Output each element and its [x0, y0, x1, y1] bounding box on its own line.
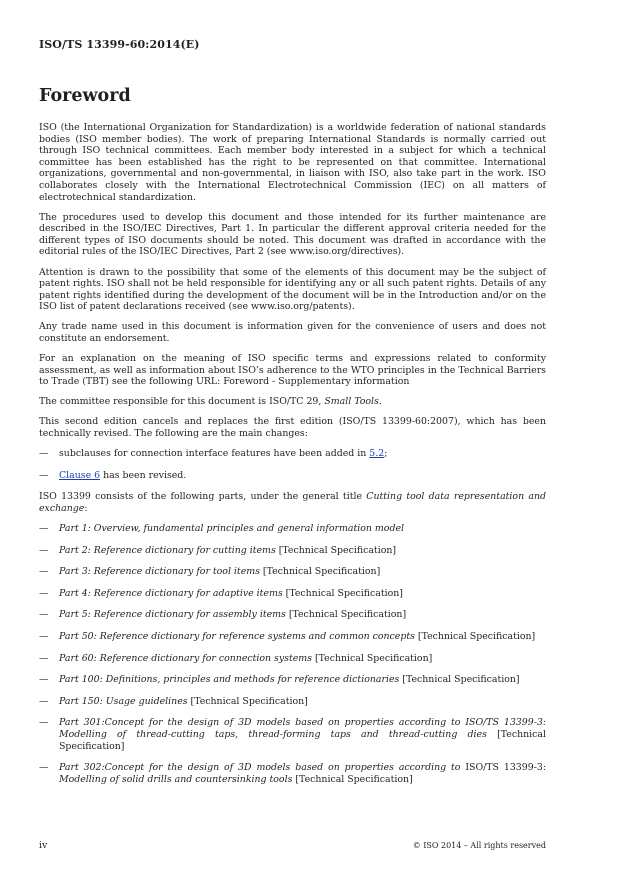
clause-6-link[interactable]: Clause 6 [59, 469, 101, 481]
paragraph-trade-name: Any trade name used in this document is information given for the convenience of users and does not constitute an endorsement. [39, 321, 546, 344]
list-dash: — [39, 469, 49, 481]
paragraph-patents: Attention is drawn to the possibility that some of the elements of this document may be the subject of patent rights. ISO shall not be held responsible for identifying any or all such patent rights. Details of any patent rights identified during the development of the document will be in the Introduction and/or on the ISO list of patent declarations received (see www.iso.org/patents). [39, 266, 546, 313]
paragraph-iso-intro: ISO (the International Organization for Standardization) is a worldwide federation of national standards bodies (ISO member bodies). The work of preparing International Standards is normally carried out through ISO technical committees. Each member body interested in a subject for which a technical committee has been established has the right to be represented on that committee. International organizations, governmental and non-governmental, in liaison with ISO, also take part in the work. ISO collaborates closely with the International Electrotechnical Commission (IEC) on all matters of electrotechnical standardization. [39, 122, 546, 203]
part-item: — Part 3: Reference dictionary for tool items [Technical Specification] [39, 566, 381, 578]
part-item: — Part 60: Reference dictionary for connection systems [Technical Specification] [39, 652, 433, 664]
page-number: iv [39, 840, 48, 851]
paragraph-edition: This second edition cancels and replaces the first edition (ISO/TS 13399-60:2007), which has been technically revised. The following are the main changes: [39, 416, 546, 440]
page-title: Foreword [39, 86, 131, 106]
paragraph-committee: The committee responsible for this document is ISO/TC 29, Small Tools. [39, 396, 382, 408]
copyright-notice: © ISO 2014 – All rights reserved [412, 841, 546, 850]
part-item: — Part 2: Reference dictionary for cutting items [Technical Specification] [39, 544, 397, 556]
foreword-body [39, 122, 546, 795]
document-id: ISO/TS 13399-60:2014(E) [39, 38, 200, 51]
paragraph-parts-intro: ISO 13399 consists of the following parts, under the general title Cutting tool data representation and exchange: [39, 491, 546, 514]
part-item: — Part 4: Reference dictionary for adaptive items [Technical Specification] [39, 587, 403, 599]
paragraph-conformity: For an explanation on the meaning of ISO specific terms and expressions related to conformity assessment, as well as information about ISO’s adherence to the WTO principles in the Technical Barriers to Trade (TBT) see the following URL: Foreword - Supplementary information [39, 353, 546, 388]
part-item: — Part 301:Concept for the design of 3D models based on properties according to ISO/TS 13399-3: Modelling of thread-cutting taps, thread-forming taps and thread-cutting dies [Technical Specification] [39, 717, 546, 752]
part-item: — Part 100: Definitions, principles and methods for reference dictionaries [Technical Specification] [39, 674, 520, 686]
part-item: — Part 1: Overview, fundamental principles and general information model [39, 523, 405, 535]
paragraph-procedures: The procedures used to develop this document and those intended for its further maintenance are described in the ISO/IEC Directives, Part 1. In particular the different approval criteria needed for the different types of ISO documents should be noted. This document was drafted in accordance with the editorial rules of the ISO/IEC Directives, Part 2 (see www.iso.org/directives). [39, 211, 546, 258]
change-item: — Clause 6 has been revised. [39, 469, 187, 481]
part-item: — Part 50: Reference dictionary for reference systems and common concepts [Technical Specification] [39, 631, 536, 642]
change-item: — subclauses for connection interface features have been added in 5.2; [39, 448, 388, 460]
part-item: — Part 302:Concept for the design of 3D models based on properties according to ISO/TS 13399-3: Modelling of solid drills and countersinking tools [Technical Specification] [39, 762, 546, 785]
clause-5-2-link[interactable]: 5.2 [369, 448, 385, 460]
part-item: — Part 150: Usage guidelines [Technical Specification] [39, 695, 308, 707]
part-item: — Part 5: Reference dictionary for assembly items [Technical Specification] [39, 609, 407, 621]
list-dash: — [39, 448, 49, 460]
